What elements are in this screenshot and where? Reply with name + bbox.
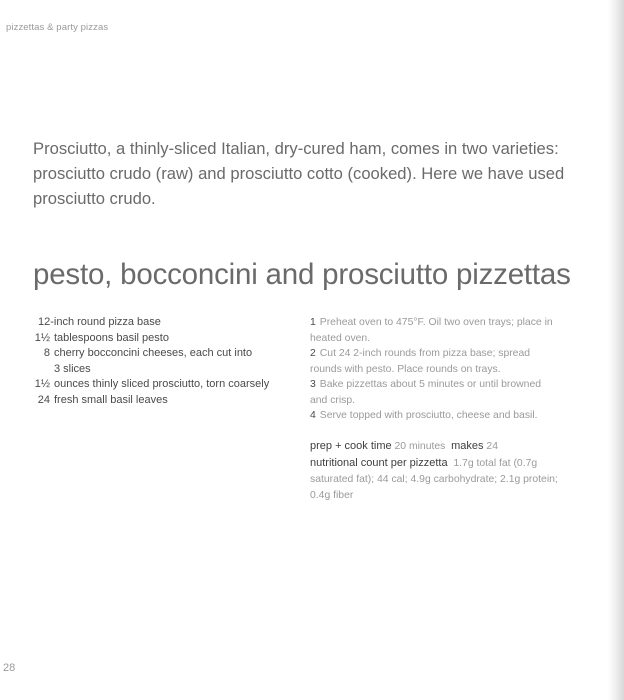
ingredient-text: 12-inch round pizza base (38, 316, 161, 328)
ingredient-quantity: 8 (43, 347, 50, 359)
ingredient-text: ounces thinly sliced prosciutto, torn coarsely (54, 378, 270, 390)
prep-time-label: prep + cook time (310, 440, 392, 452)
ingredient-text: tablespoons basil pesto (54, 331, 169, 344)
method-step (310, 315, 560, 346)
step-text: Cut 24 2-inch rounds from pizza base; spread rounds with pesto. Place rounds on trays. (310, 348, 531, 375)
ingredient-item (28, 315, 300, 331)
nutrition-label: nutritional count per pizzetta (310, 457, 448, 469)
ingredient-quantity: 24 (37, 393, 50, 406)
step-number: 1 (310, 317, 316, 328)
ingredient-item (28, 393, 300, 409)
prep-time-value: 20 minutes (394, 441, 446, 452)
step-text: Bake pizzettas about 5 minutes or until browned and crisp. (310, 379, 541, 406)
recipe-info (310, 438, 565, 504)
ingredient-text: fresh small basil leaves (54, 393, 168, 406)
step-number: 4 (310, 410, 316, 421)
ingredient-item (28, 331, 300, 347)
ingredient-item (28, 346, 300, 377)
ingredient-quantity: 1½ (34, 331, 50, 344)
ingredient-text: cherry bocconcini cheeses, each cut into 3 slices (54, 347, 253, 375)
step-number: 3 (310, 379, 316, 390)
method-step (310, 377, 560, 408)
nutrition-value: 1.7g total fat (0.7g saturated fat); 44 cal; 4.9g carbohydrate; 2.1g protein; 0.4g fiber (310, 458, 558, 501)
method-steps (310, 315, 560, 424)
makes-label: makes (451, 440, 484, 452)
page-number: 28 (3, 662, 16, 674)
method-step (310, 408, 560, 424)
step-text: Preheat oven to 475°F. Oil two oven trays; place in heated oven. (310, 317, 553, 344)
ingredients-list (28, 315, 300, 408)
ingredient-quantity: 1½ (34, 378, 50, 390)
method-step (310, 346, 560, 377)
intro-paragraph: Prosciutto, a thinly-sliced Italian, dry-cured ham, comes in two varieties: prosciutto crudo (raw) and prosciutto cotto (cooked). Here we have used prosciutto crudo. (33, 139, 565, 208)
makes-value: 24 (486, 441, 498, 452)
step-text: Serve topped with prosciutto, cheese and basil. (319, 410, 538, 421)
recipe-title: pesto, bocconcini and prosciutto pizzettas (33, 258, 571, 291)
running-head: pizzettas & party pizzas (6, 22, 109, 33)
page-gutter-shadow (608, 0, 624, 700)
ingredient-item (28, 377, 300, 393)
step-number: 2 (310, 348, 316, 359)
